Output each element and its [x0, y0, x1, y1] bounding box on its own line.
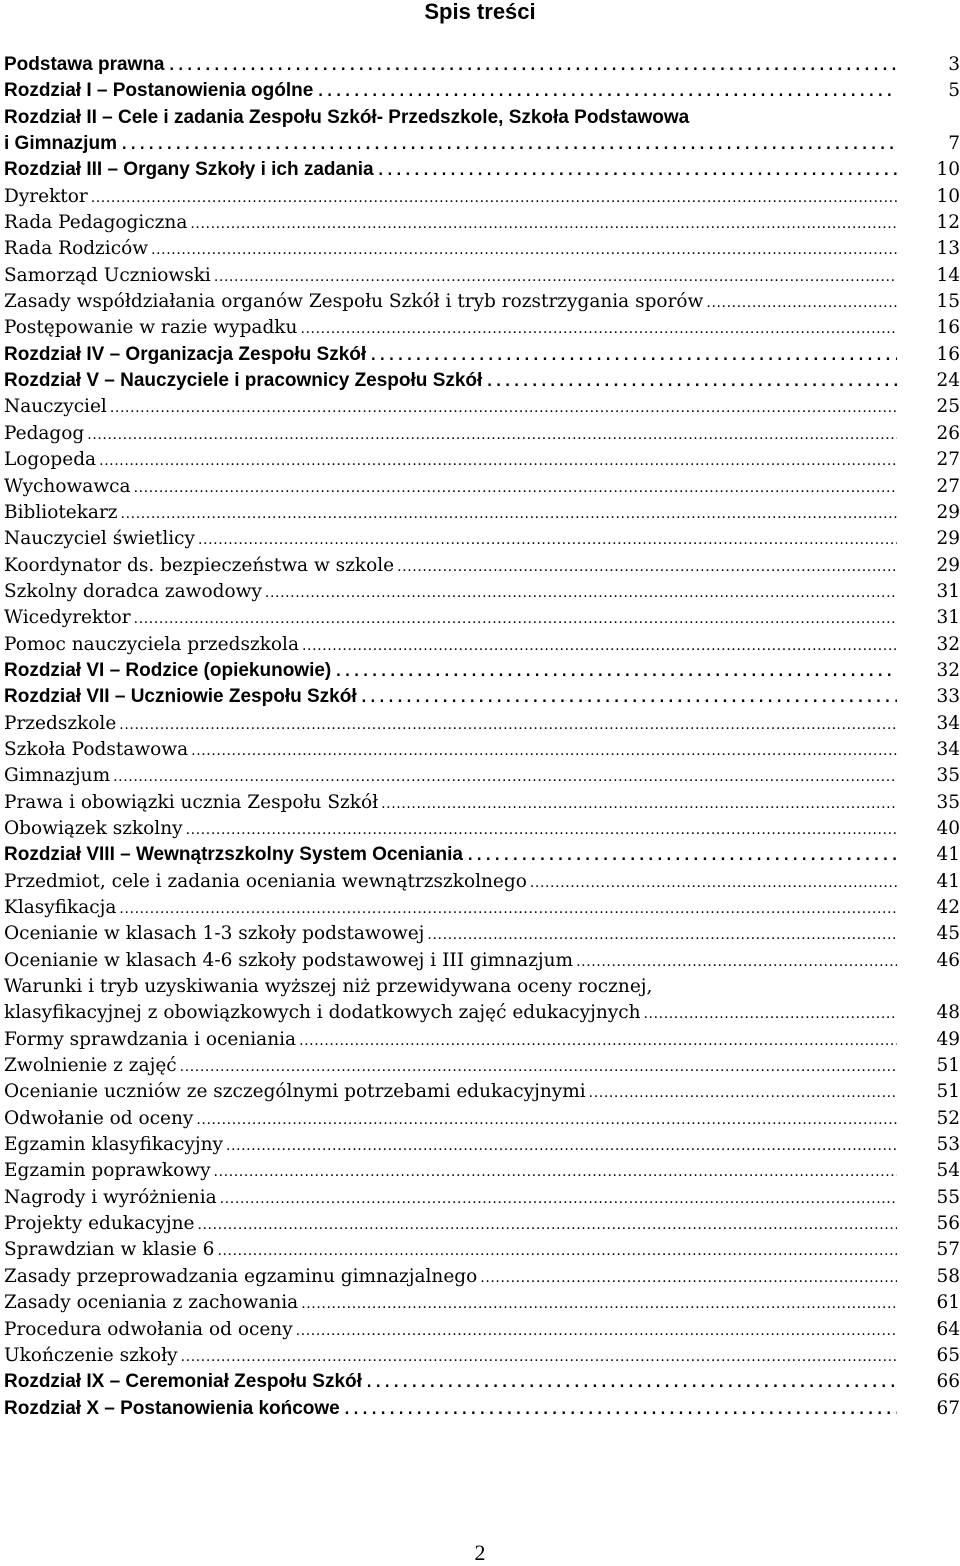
dot-leader [190, 210, 897, 236]
toc-entry-label: Zasady oceniania z zachowania [4, 1292, 299, 1314]
toc-entry [4, 1211, 960, 1237]
toc-entry-label: Ocenianie uczniów ze szczególnymi potrzebami edukacyjnymi [4, 1081, 586, 1103]
toc-entry-page: 31 [936, 580, 960, 602]
toc-entry-page: 51 [936, 1081, 960, 1103]
toc-entry [4, 842, 960, 868]
toc-entry-page: 29 [936, 554, 960, 576]
dot-leader [186, 816, 897, 842]
dot-leader [191, 737, 897, 763]
toc-entry-page: 27 [936, 475, 960, 497]
toc-entry-page: 13 [936, 238, 960, 260]
toc-entry-page: 26 [936, 422, 960, 444]
dot-leader [180, 1053, 897, 1079]
dot-leader [214, 263, 897, 289]
toc-entry-page: 10 [936, 185, 960, 207]
toc-entry [4, 790, 960, 816]
toc-entry-page: 32 [936, 633, 960, 655]
toc-entry-label: Rozdział II – Cele i zadania Zespołu Szkół- Przedszkole, Szkoła Podstawowa [4, 106, 690, 128]
toc-entry-page: 5 [948, 80, 960, 102]
dot-leader [134, 605, 897, 631]
toc-entry [4, 1132, 960, 1158]
toc-entry [4, 1000, 960, 1026]
toc-entry-page: 53 [936, 1134, 960, 1156]
dot-leader [360, 684, 897, 710]
toc-entry-label: Rozdział VIII – Wewnątrzszkolny System Oceniania [4, 844, 463, 866]
toc-entry-label: Warunki i tryb uzyskiwania wyższej niż przewidywana oceny rocznej, [4, 976, 653, 998]
toc-entry [4, 1369, 960, 1395]
toc-entry [4, 289, 960, 315]
toc-entry [4, 632, 960, 658]
dot-leader [334, 658, 897, 684]
toc-entry-label: Rozdział X – Postanowienia końcowe [4, 1397, 340, 1419]
toc-entry-label: Dyrektor [4, 185, 88, 207]
toc-entry-label: Ocenianie w klasach 1-3 szkoły podstawowej [4, 923, 425, 945]
toc-entry [4, 948, 960, 974]
toc-entry-page: 27 [936, 449, 960, 471]
toc-entry [4, 1106, 960, 1132]
dot-leader [120, 131, 897, 157]
toc-entry [4, 52, 960, 78]
toc-entry [4, 579, 960, 605]
toc-entry-label: Rozdział VI – Rodzice (opiekunowie) [4, 659, 332, 681]
toc-entry-label: Zwolnienie z zajęć [4, 1055, 177, 1077]
toc-entry-label: Przedmiot, cele i zadania oceniania wewnątrzszkolnego [4, 870, 527, 892]
toc-entry [4, 1079, 960, 1105]
toc-entry [4, 78, 960, 104]
toc-entry-label: Rozdział IV – Organizacja Zespołu Szkół [4, 343, 367, 365]
toc-entry [4, 684, 960, 710]
toc-entry-page: 42 [936, 897, 960, 918]
toc-entry [4, 210, 960, 236]
toc-entry [4, 474, 960, 500]
toc-entry [4, 869, 960, 895]
toc-entry-label: Nagrody i wyróżnienia [4, 1186, 217, 1208]
toc-entry-label: Egzamin poprawkowy [4, 1160, 211, 1182]
dot-leader [220, 1185, 897, 1211]
toc-entry-label: Nauczyciel [4, 396, 107, 418]
toc-entry-label: Odwołanie od oceny [4, 1107, 194, 1129]
dot-leader [151, 236, 897, 262]
dot-leader [99, 447, 897, 473]
toc-entry-page: 41 [936, 870, 960, 892]
toc-entry-page: 15 [936, 291, 960, 313]
dot-leader [87, 421, 897, 447]
dot-leader [316, 78, 897, 104]
toc-entry [4, 605, 960, 631]
toc-entry-page: 56 [936, 1213, 960, 1235]
toc-entry [4, 895, 960, 921]
toc-entry-page: 51 [936, 1055, 960, 1077]
toc-entry-label: Procedura odwołania od oceny [4, 1318, 293, 1340]
dot-leader [226, 1132, 897, 1158]
toc-entry [4, 447, 960, 473]
dot-leader [110, 394, 897, 420]
toc-entry [4, 184, 960, 210]
dot-leader [168, 52, 898, 78]
toc-entry [4, 1290, 960, 1316]
toc-entry-page: 25 [936, 396, 960, 418]
dot-leader [381, 790, 897, 816]
toc-entry-page: 49 [936, 1028, 960, 1050]
toc-entry-label: Gimnazjum [4, 765, 111, 787]
toc-entry-label: Pomoc nauczyciela przedszkola [4, 633, 299, 655]
toc-entry [4, 421, 960, 447]
toc-entry [4, 1158, 960, 1184]
dot-leader [302, 632, 897, 658]
page-number: 2 [474, 1540, 486, 1565]
dot-leader [589, 1079, 897, 1105]
toc-entry [4, 816, 960, 842]
toc-entry-page: 16 [936, 343, 960, 365]
dot-leader [214, 1158, 897, 1184]
toc-entry-label: Wicedyrektor [4, 607, 131, 629]
dot-leader [300, 315, 897, 341]
toc-entry-page: 34 [936, 738, 960, 760]
toc-entry [4, 737, 960, 763]
dot-leader [466, 842, 897, 868]
dot-leader [181, 1343, 897, 1369]
dot-leader [377, 157, 897, 183]
toc-entry-label: Bibliotekarz [4, 501, 118, 523]
toc-entry [4, 263, 960, 289]
toc-entry [4, 368, 960, 394]
toc-entry-page: 58 [936, 1265, 960, 1287]
dot-leader [706, 289, 897, 315]
dot-leader [296, 1317, 897, 1343]
toc-entry-page: 24 [936, 370, 960, 392]
dot-leader [265, 579, 897, 605]
dot-leader [91, 184, 897, 210]
toc-entry-page: 3 [948, 54, 960, 75]
toc-entry-label: Rozdział V – Nauczyciele i pracownicy Zespołu Szkół [4, 370, 483, 392]
toc-entry-page: 48 [936, 1002, 960, 1024]
toc-entry-label: Pedagog [4, 422, 85, 444]
toc-entry [4, 1237, 960, 1263]
toc-entry-label: Sprawdzian w klasie 6 [4, 1239, 215, 1261]
toc-entry-page: 40 [936, 817, 960, 839]
toc-entry-label: Rozdział III – Organy Szkoły i ich zadania [4, 159, 374, 181]
toc-entry-page: 41 [936, 844, 960, 866]
toc-entry-label: Projekty edukacyjne [4, 1213, 195, 1235]
toc-entry-page: 29 [936, 501, 960, 523]
toc-entry [4, 1185, 960, 1211]
toc-entry-page: 67 [936, 1397, 960, 1419]
dot-leader [427, 921, 897, 947]
dot-leader [217, 1237, 897, 1263]
toc-entry-label: i Gimnazjum [4, 133, 117, 155]
toc-entry-page: 57 [936, 1239, 960, 1261]
toc-entry [4, 236, 960, 262]
dot-leader [397, 553, 897, 579]
toc-entry-label: Postępowanie w razie wypadku [4, 317, 298, 339]
toc-entry [4, 131, 960, 157]
document-title: Spis treści [424, 0, 536, 24]
toc-entry-label: Szkoła Podstawowa [4, 738, 189, 760]
toc-entry-page: 55 [936, 1186, 960, 1208]
toc-entry-label: Szkolny doradca zawodowy [4, 580, 262, 602]
toc-entry [4, 1027, 960, 1053]
toc-entry [4, 553, 960, 579]
toc-entry [4, 1053, 960, 1079]
toc-entry [4, 763, 960, 789]
toc-entry-page: 12 [936, 212, 960, 234]
toc-entry-label: Formy sprawdzania i oceniania [4, 1028, 297, 1050]
toc-entry-page: 66 [936, 1371, 960, 1393]
toc-entry-label: Rada Rodziców [4, 238, 149, 260]
toc-entry-label: Prawa i obowiązki ucznia Zespołu Szkół [4, 791, 379, 813]
toc-entry-label: Logopeda [4, 449, 97, 471]
toc-entry-label: Rada Pedagogiczna [4, 212, 188, 234]
toc-entry [4, 105, 960, 131]
toc-entry-label: Egzamin klasyfikacyjny [4, 1134, 223, 1156]
toc-entry-page: 65 [936, 1344, 960, 1366]
toc-entry-page: 45 [936, 923, 960, 945]
toc-entry-label: Zasady współdziałania organów Zespołu Szkół i tryb rozstrzygania sporów [4, 291, 704, 313]
dot-leader [644, 1000, 898, 1026]
toc-entry-label: Zasady przeprowadzania egzaminu gimnazjalnego [4, 1265, 478, 1287]
dot-leader [119, 895, 897, 921]
toc-entry [4, 1343, 960, 1369]
toc-entry-label: Rozdział VII – Uczniowie Zespołu Szkół [4, 686, 357, 708]
toc-entry-page: 29 [936, 528, 960, 550]
toc-entry [4, 526, 960, 552]
toc-entry [4, 342, 960, 368]
toc-entry-page: 54 [936, 1160, 960, 1182]
toc-entry [4, 1396, 960, 1422]
toc-entry [4, 394, 960, 420]
dot-leader [119, 711, 897, 737]
toc-entry-label: Ukończenie szkoły [4, 1344, 178, 1366]
dot-leader [576, 948, 897, 974]
toc-entry-page: 64 [936, 1318, 960, 1340]
dot-leader [196, 1106, 897, 1132]
toc-entry-label: Obowiązek szkolny [4, 817, 183, 839]
dot-leader [121, 500, 897, 526]
dot-leader [299, 1027, 897, 1053]
toc-entry-page: 14 [936, 264, 960, 286]
dot-leader [301, 1290, 897, 1316]
toc-entry-label: Rozdział IX – Ceremoniał Zespołu Szkół [4, 1371, 362, 1393]
dot-leader [480, 1264, 897, 1290]
toc-entry-label: klasyfikacyjnej z obowiązkowych i dodatkowych zajęć edukacyjnych [4, 1002, 641, 1024]
dot-leader [369, 342, 897, 368]
toc-entry-page: 32 [936, 659, 960, 681]
toc-entry-page: 34 [936, 712, 960, 734]
toc-entry-page: 35 [936, 791, 960, 813]
toc-entry-page: 52 [936, 1107, 960, 1129]
toc-entry-label: Wychowawca [4, 475, 131, 497]
dot-leader [343, 1396, 897, 1422]
toc-entry [4, 711, 960, 737]
dot-leader [485, 368, 897, 394]
toc-entry-page: 10 [936, 159, 960, 181]
toc-entry-page: 31 [936, 607, 960, 629]
toc-entry-page: 16 [936, 317, 960, 339]
dot-leader [530, 869, 897, 895]
toc-entry [4, 157, 960, 183]
dot-leader [198, 526, 897, 552]
table-of-contents [4, 52, 960, 1422]
toc-entry-page: 7 [948, 133, 960, 155]
toc-entry-page: 35 [936, 765, 960, 787]
toc-entry-label: Ocenianie w klasach 4-6 szkoły podstawowej i III gimnazjum [4, 949, 574, 971]
toc-entry [4, 500, 960, 526]
toc-entry-label: Koordynator ds. bezpieczeństwa w szkole [4, 554, 395, 576]
toc-entry-page: 33 [936, 686, 960, 708]
toc-entry-label: Przedszkole [4, 712, 117, 734]
toc-entry-page: 46 [936, 949, 960, 971]
toc-entry [4, 1264, 960, 1290]
toc-entry [4, 974, 960, 1000]
toc-entry [4, 658, 960, 684]
dot-leader [134, 474, 897, 500]
toc-entry-label: Samorząd Uczniowski [4, 264, 211, 286]
toc-entry-label: Podstawa prawna [4, 54, 165, 75]
dot-leader [197, 1211, 897, 1237]
toc-entry-label: Nauczyciel świetlicy [4, 528, 195, 550]
toc-entry [4, 921, 960, 947]
toc-entry-page: 61 [936, 1292, 960, 1314]
toc-entry [4, 315, 960, 341]
toc-entry-label: Rozdział I – Postanowienia ogólne [4, 80, 314, 102]
dot-leader [365, 1369, 897, 1395]
dot-leader [113, 763, 897, 789]
toc-entry-label: Klasyfikacja [4, 897, 117, 918]
toc-entry [4, 1317, 960, 1343]
